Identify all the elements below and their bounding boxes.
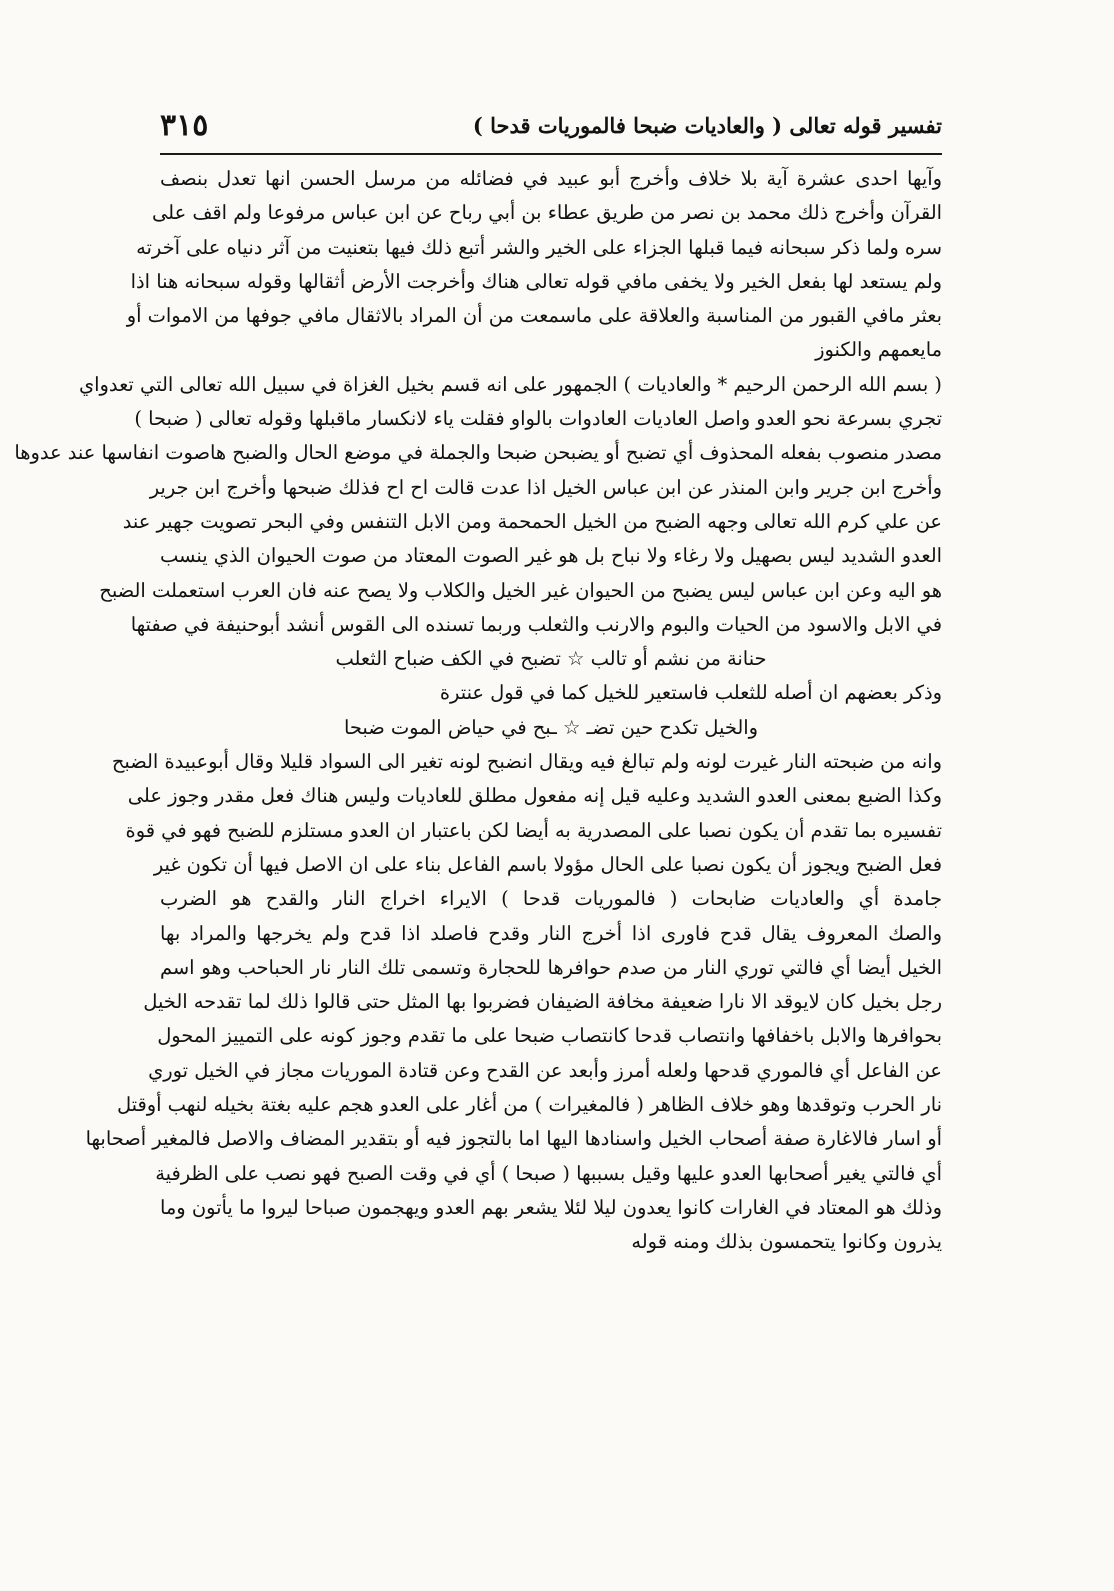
text-line: الخيل أيضا أي فالتي توري النار من صدم حوافرها للحجارة وتسمى تلك النار نار الحباحب وهو اسم bbox=[160, 955, 942, 979]
poetry-line: حنانة من نشم أو تالب ☆ تضبح في الكف ضباح الثعلب bbox=[335, 647, 767, 671]
text-line: أي فالتي يغير أصحابها العدو عليها وقيل بسببها ( صبحا ) أي في وقت الصبح فهو نصب على الظرفية bbox=[155, 1161, 942, 1185]
running-title: تفسير قوله تعالى ( والعاديات ضبحا فالموريات قدحا ) bbox=[472, 112, 942, 138]
text-line: عن الفاعل أي فالموري قدحها ولعله أمرز وأبعد عن القدح وعن قتادة الموريات مجاز في الخيل توري bbox=[148, 1058, 942, 1082]
text-line: جامدة أي والعاديات ضابحات ( فالموريات قدحا ) الايراء اخراج النار والقدح هو الضرب bbox=[160, 887, 942, 911]
text-line: والصك المعروف يقال قدح فاورى اذا أخرج النار وقدح فاصلد اذا قدح ولم يخرجها والمراد بها bbox=[160, 921, 942, 945]
text-line: هو اليه وعن ابن عباس ليس يضبح من الحيوان غير الخيل والكلاب ولا يصح عنه فان العرب استعملت الضبح bbox=[99, 578, 942, 602]
text-line: في الابل والاسود من الحيات والبوم والارنب والثعلب وربما تسنده الى القوس أنشد أبوحنيفة في صفتها bbox=[130, 612, 942, 636]
text-line: وكذا الضبع بمعنى العدو الشديد وعليه قيل إنه مفعول مطلق للعاديات وليس هناك فعل مقدر وجوز على bbox=[127, 784, 942, 808]
text-line: أو اسار فالاغارة صفة أصحاب الخيل واسنادها اليها اما بالتجوز فيه أو بتقدير المضاف والاصل فالمغير أصحابها bbox=[85, 1127, 942, 1151]
text-line: وانه من ضبحته النار غيرت لونه ولم تبالغ فيه ويقال انضبح لونه تغير الى السواد قليلا وقال أبوعبيدة الضبح bbox=[111, 750, 942, 774]
text-line: مصدر منصوب بفعله المحذوف أي تضبح أو يضبحن ضبحا والجملة في موضع الحال والضبح هاصوت انفاسها عند عدوها bbox=[14, 441, 942, 465]
text-line: وذكر بعضهم ان أصله للثعلب فاستعير للخيل كما في قول عنترة bbox=[439, 681, 942, 705]
header-rule bbox=[160, 153, 942, 155]
text-line: وآيها احدى عشرة آية بلا خلاف وأخرج أبو عبيد في فضائله من مرسل الحسن انها تعدل بنصف bbox=[160, 167, 942, 190]
text-line: عن علي كرم الله تعالى وجهه الضبح من الخيل الحمحمة ومن الابل التنفس وفي البحر تصويت جهير عند bbox=[122, 509, 942, 533]
text-line: العدو الشديد ليس بصهيل ولا رغاء ولا نباح بل هو غير الصوت المعتاد من صوت الحيوان الذي ينسب bbox=[160, 544, 942, 568]
text-line: القرآن وأخرج ذلك محمد بن نصر من طريق عطاء بن أبي رباح عن ابن عباس مرفوعا ولم اقف على bbox=[152, 201, 942, 225]
text-line: سره ولما ذكر سبحانه فيما قبلها الجزاء على الخير والشر أتبع ذلك فيها بتعنيت من آثر دنياه على آخرته bbox=[136, 235, 942, 259]
text-line: نار الحرب وتوقدها وهو خلاف الظاهر ( فالمغيرات ) من أغار على العدو هجم عليه بغتة بخيله لنهب أوقتل bbox=[116, 1093, 942, 1117]
text-line: وذلك هو المعتاد في الغارات كانوا يعدون ليلا لئلا يشعر بهم العدو ويهجمون صباحا ليروا ما يأتون وما bbox=[160, 1195, 942, 1219]
text-line: وأخرج ابن جرير وابن المنذر عن ابن عباس الخيل اذا عدت قالت اح اح فذلك ضبحها وأخرج ابن جرير bbox=[149, 475, 942, 499]
text-line: مايعمهم والكنوز bbox=[815, 338, 942, 362]
text-line: تجري بسرعة نحو العدو واصل العاديات العادوات بالواو فقلت ياء لانكسار ماقبلها وقوله تعالى ( ضبحا ) bbox=[134, 407, 942, 431]
text-line: ولم يستعد لها بفعل الخير ولا يخفى مافي قوله تعالى هناك وأخرجت الأرض أثقالها وقوله سبحانه هنا اذا bbox=[130, 269, 942, 293]
text-line: رجل بخيل كان لايوقد الا نارا ضعيفة مخافة الضيفان فضربوا بها المثل حتى قالوا ذلك لما تقدحه الخيل bbox=[143, 990, 942, 1014]
page-header bbox=[160, 100, 942, 150]
text-line: يذرون وكانوا يتحمسون بذلك ومنه قوله bbox=[631, 1230, 942, 1254]
text-line: بعثر مافي القبور من المناسبة والعلاقة على ماسمعت من أن المراد بالاثقال مافي جوفها من الاموات أو bbox=[126, 304, 942, 328]
text-line: تفسيره بما تقدم أن يكون نصبا على المصدرية به أيضا لكن باعتبار ان العدو مستلزم للضبح فهو في قوة bbox=[125, 818, 942, 842]
text-body bbox=[14, 162, 942, 1260]
poetry-line: والخيل تكدح حين تضـ ☆ ـبح في حياض الموت ضبحا bbox=[343, 715, 759, 739]
text-line: فعل الضبح ويجوز أن يكون نصبا على الحال مؤولا باسم الفاعل بناء على ان الاصل فيها أن تكون غير bbox=[153, 852, 942, 876]
text-line: بحوافرها والابل باخفافها وانتصاب قدحا كانتصاب ضبحا على ما تقدم وجوز كونه على التمييز المحول bbox=[157, 1024, 942, 1048]
text-line: ( بسم الله الرحمن الرحيم * والعاديات ) الجمهور على انه قسم بخيل الغزاة في سبيل الله تعالى التي تعدواي bbox=[78, 372, 942, 396]
page-number: ٣١٥ bbox=[160, 107, 209, 143]
